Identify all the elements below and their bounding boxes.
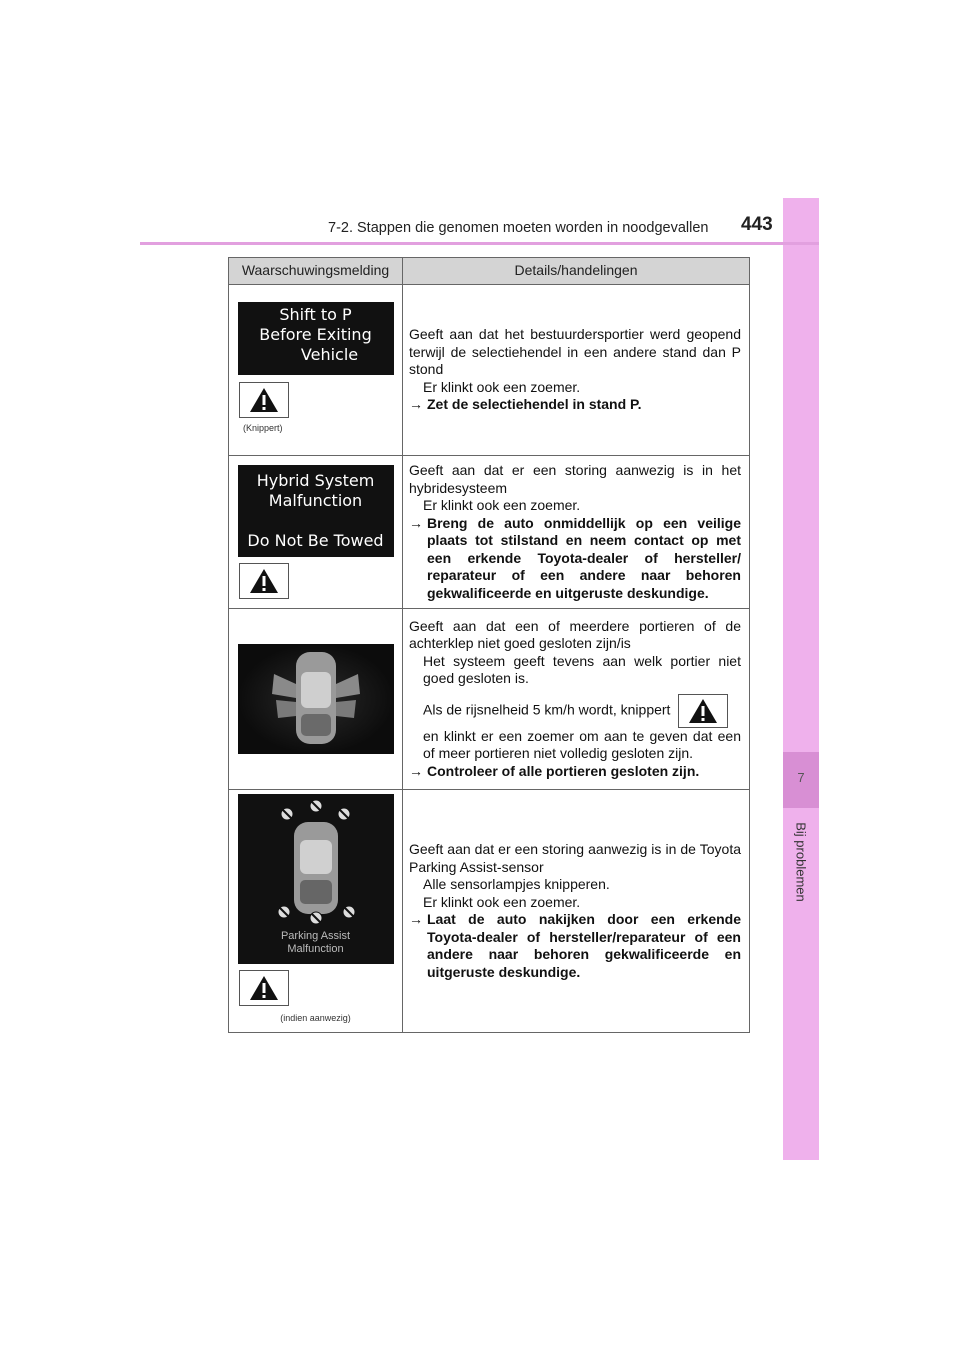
note: Alle sensorlampjes knipperen. (423, 876, 610, 892)
icon-caption: (Knippert) (243, 423, 283, 434)
warning-triangle-icon (239, 970, 289, 1006)
screen-text: Vehicle (300, 345, 359, 365)
screen-text: Malfunction (268, 491, 363, 510)
display-screen-hybrid-malfunction (238, 465, 394, 557)
door-open-car-image (238, 644, 394, 754)
warning-image-cell (229, 456, 403, 609)
action-text: Zet de selectiehendel in stand P. (427, 396, 642, 413)
description: Geeft aan dat een of meerdere portieren of de achterklep niet goed gesloten zijn/is (409, 617, 741, 652)
arrow-icon: → (409, 396, 423, 413)
screen-text: Hybrid System (256, 471, 375, 490)
description: Geeft aan dat er een storing aanwezig is in de Toyota Parking Assist-sensor (409, 841, 741, 875)
table-row (229, 790, 750, 1033)
action-text: Breng de auto onmiddellijk op een veilige plaats tot stilstand en neem contact op met een erkende Toyota-dealer of hersteller/ reparateur of een andere naar behoren gekwalificeerde en uitgeruste deskundige. (427, 514, 741, 601)
display-screen-shift-to-p (238, 302, 394, 375)
warning-triangle-icon (239, 382, 289, 418)
action-text: Laat de auto nakijken door een erkende Toyota-dealer of hersteller/reparateur of een andere naar behoren gekwalificeerde en uitgeruste deskundige. (427, 911, 741, 980)
details-cell (403, 456, 750, 609)
warning-table (228, 257, 750, 1033)
column-header-warning: Waarschuwingsmelding (229, 258, 403, 285)
note: Er klinkt ook een zoemer. (423, 893, 581, 910)
table-row (229, 609, 750, 790)
note (409, 694, 741, 728)
details-cell (403, 609, 750, 790)
warning-image-cell (229, 285, 403, 456)
screen-text: Before Exiting (259, 325, 372, 345)
note: en klinkt er een zoemer om aan te geven dat een of meer portieren niet volledig gesloten zijn. (423, 727, 741, 762)
action-item (409, 763, 741, 781)
note-text: Als de rijsnelheid 5 km/h wordt, knippert (423, 701, 671, 718)
column-header-details: Details/handelingen (403, 258, 750, 285)
screen-text: Parking Assist (280, 930, 351, 943)
arrow-icon: → (409, 762, 423, 779)
description: Geeft aan dat het bestuurdersportier werd geopend terwijl de selectiehendel in een andere stand dan P stond (409, 326, 741, 378)
note: Er klinkt ook een zoemer. (423, 497, 581, 513)
warning-image-cell (229, 609, 403, 790)
table-row (229, 456, 750, 609)
table-header-row (229, 258, 750, 285)
details-cell (403, 790, 750, 1033)
arrow-icon: → (409, 911, 423, 927)
chapter-side-tab (783, 198, 819, 1160)
action-text: Controleer of alle portieren gesloten zijn. (427, 762, 700, 779)
table-row (229, 285, 750, 456)
chapter-number: 7 (797, 770, 805, 785)
screen-text: Malfunction (287, 943, 344, 956)
parking-assist-screen (238, 794, 394, 964)
page-number: 443 (741, 214, 773, 235)
note: Het systeem geeft tevens aan welk portier niet goed gesloten is. (423, 652, 741, 687)
header-rule (140, 242, 819, 245)
action-item (409, 911, 741, 981)
screen-text: Shift to P (279, 305, 352, 325)
warning-triangle-icon (678, 694, 728, 728)
note: Er klinkt ook een zoemer. (423, 378, 581, 395)
screen-text: Do Not Be Towed (247, 531, 384, 550)
arrow-icon: → (409, 514, 423, 531)
details-cell (403, 285, 750, 456)
section-title: 7-2. Stappen die genomen moeten worden in noodgevallen (328, 220, 709, 236)
description: Geeft aan dat er een storing aanwezig is in het hybridesysteem (409, 462, 741, 496)
action-item (409, 396, 741, 414)
icon-caption: (indien aanwezig) (280, 1013, 351, 1024)
chapter-label: Bij problemen (793, 822, 809, 902)
warning-triangle-icon (239, 563, 289, 599)
action-item (409, 515, 741, 603)
warning-image-cell (229, 790, 403, 1033)
